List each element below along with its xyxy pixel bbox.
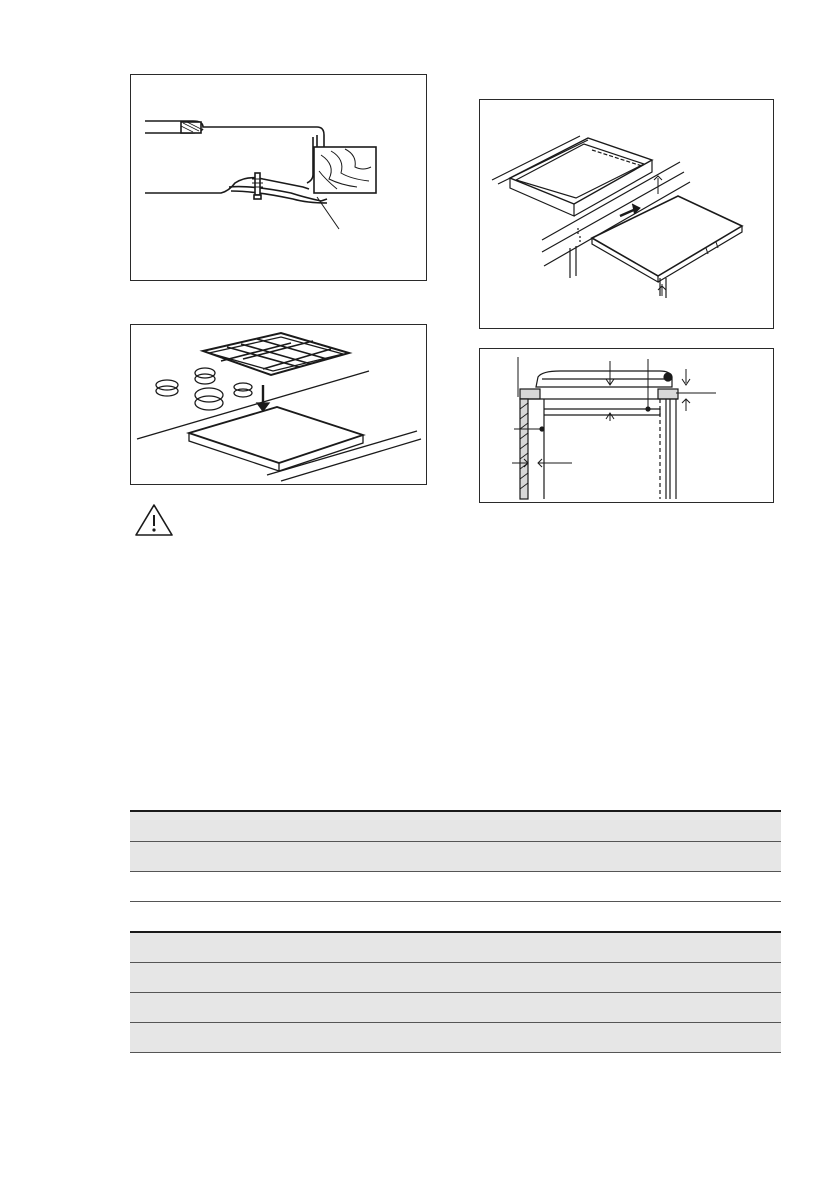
- table-2: [130, 931, 781, 1053]
- table-cell: [130, 841, 456, 871]
- table-row: [130, 1022, 781, 1052]
- table-cell: [130, 1022, 456, 1052]
- installation-section-figure: [479, 348, 774, 503]
- table-cell: [130, 932, 456, 962]
- worktop-cutout-figure: [479, 99, 774, 329]
- table-row: [130, 962, 781, 992]
- hob-clamp-illustration: [131, 75, 426, 280]
- table-cell: [456, 962, 782, 992]
- hob-and-plate-illustration: [131, 325, 426, 484]
- table-row: [130, 871, 781, 901]
- cross-section-illustration: [480, 349, 773, 502]
- table-cell: [456, 1022, 782, 1052]
- clamp-detail-figure: [130, 74, 427, 281]
- table-cell: [456, 932, 782, 962]
- table-cell: [456, 811, 782, 841]
- protection-plate-figure: [130, 324, 427, 485]
- table-cell: [456, 992, 782, 1022]
- table-row: [130, 841, 781, 871]
- worktop-cutout-illustration: [480, 100, 773, 328]
- table-cell: [130, 871, 456, 901]
- table-cell: [456, 841, 782, 871]
- table-row: [130, 932, 781, 962]
- table-row: [130, 992, 781, 1022]
- table-row: [130, 811, 781, 841]
- table-cell: [130, 811, 456, 841]
- table-cell: [130, 992, 456, 1022]
- table-cell: [456, 871, 782, 901]
- warning-triangle-icon: [133, 502, 175, 538]
- table-cell: [130, 962, 456, 992]
- table-1: [130, 810, 781, 902]
